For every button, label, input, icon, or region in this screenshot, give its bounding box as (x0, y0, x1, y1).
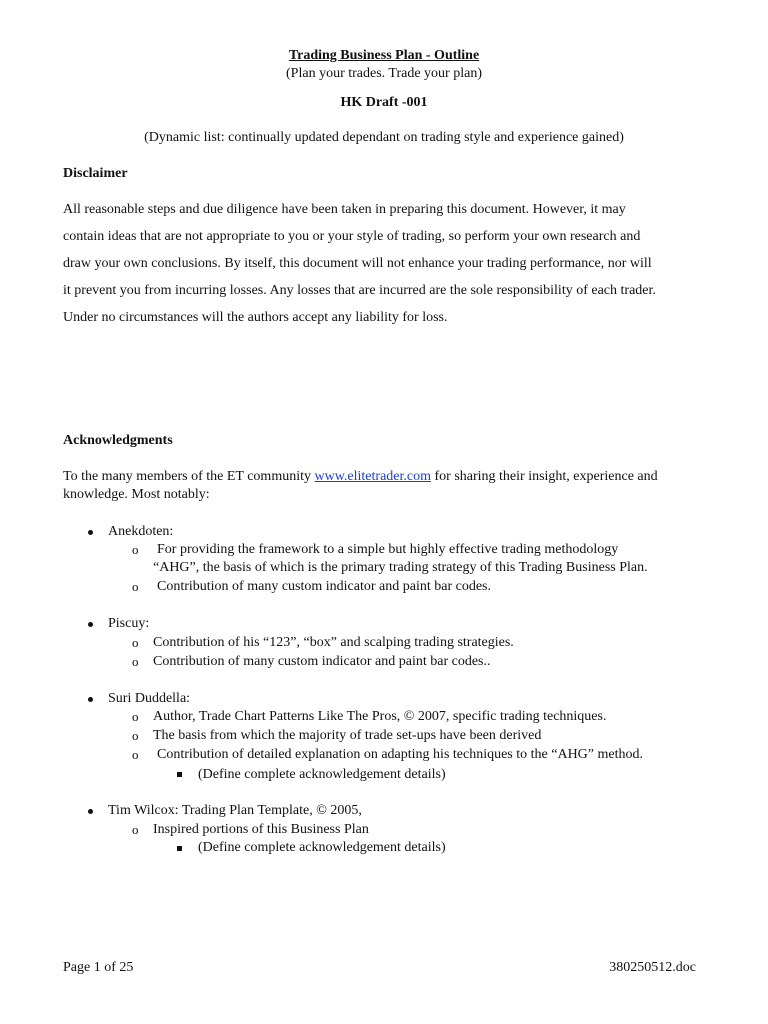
circle-bullet-icon: o (132, 747, 139, 762)
disclaimer-line: Under no circumstances will the authors accept any liability for loss. (63, 310, 448, 325)
disclaimer-paragraph (63, 196, 713, 331)
ack-item: Contribution of many custom indicator and paint bar codes. (157, 579, 491, 594)
bullet-icon (88, 809, 93, 814)
ack-subitem: (Define complete acknowledgement details) (198, 840, 446, 855)
draft-label: HK Draft -001 (340, 95, 428, 110)
ack-item: The basis from which the majority of trade set-ups have been derived (153, 728, 542, 743)
disclaimer-line: it prevent you from incurring losses. Any losses that are incurred are the sole responsibility of each trader. (63, 283, 656, 298)
acknowledgments-intro (63, 469, 658, 485)
circle-bullet-icon: o (132, 709, 139, 724)
acknowledgments-intro-line2: knowledge. Most notably: (63, 487, 210, 502)
circle-bullet-icon: o (132, 728, 139, 743)
person-name: Piscuy: (108, 616, 150, 631)
ack-item: Contribution of many custom indicator and paint bar codes.. (153, 654, 491, 669)
circle-bullet-icon: o (132, 542, 139, 557)
dynamic-note: (Dynamic list: continually updated dependant on trading style and experience gained) (144, 130, 624, 145)
ack-item: Author, Trade Chart Patterns Like The Pros, © 2007, specific trading techniques. (153, 709, 607, 724)
document-title: Trading Business Plan - Outline (288, 48, 480, 63)
bullet-icon (88, 530, 93, 535)
ack-item: Inspired portions of this Business Plan (153, 822, 369, 837)
document-subtitle: (Plan your trades. Trade your plan) (286, 66, 482, 81)
intro-text: To the many members of the ET community (63, 469, 315, 484)
ack-subitem: (Define complete acknowledgement details) (198, 767, 446, 782)
circle-bullet-icon: o (132, 635, 139, 650)
elitetrader-link[interactable]: www.elitetrader.com (314, 469, 431, 484)
person-name: Suri Duddella: (108, 691, 191, 706)
disclaimer-line: contain ideas that are not appropriate to you or your style of trading, so perform your own research and (63, 229, 641, 244)
square-bullet-icon (177, 772, 182, 777)
person-name: Tim Wilcox: Trading Plan Template, © 2005, (108, 803, 362, 818)
disclaimer-line: draw your own conclusions. By itself, this document will not enhance your trading performance, nor will (63, 256, 652, 271)
intro-text-cont: for sharing their insight, experience and (431, 469, 658, 484)
disclaimer-heading: Disclaimer (63, 166, 128, 181)
circle-bullet-icon: o (132, 654, 139, 669)
page-number: Page 1 of 25 (63, 960, 134, 975)
circle-bullet-icon: o (132, 579, 139, 594)
ack-item: Contribution of his “123”, “box” and scalping trading strategies. (153, 635, 514, 650)
circle-bullet-icon: o (132, 822, 139, 837)
acknowledgments-heading: Acknowledgments (63, 433, 173, 448)
square-bullet-icon (177, 846, 182, 851)
document-filename: 380250512.doc (609, 960, 696, 975)
bullet-icon (88, 622, 93, 627)
bullet-icon (88, 697, 93, 702)
ack-item: For providing the framework to a simple but highly effective trading methodology (157, 542, 619, 557)
ack-item-continuation: “AHG”, the basis of which is the primary trading strategy of this Trading Business Plan. (153, 560, 648, 575)
person-name: Anekdoten: (108, 524, 174, 539)
ack-item: Contribution of detailed explanation on adapting his techniques to the “AHG” method. (157, 747, 644, 762)
disclaimer-line: All reasonable steps and due diligence have been taken in preparing this document. However, it may (63, 202, 626, 217)
